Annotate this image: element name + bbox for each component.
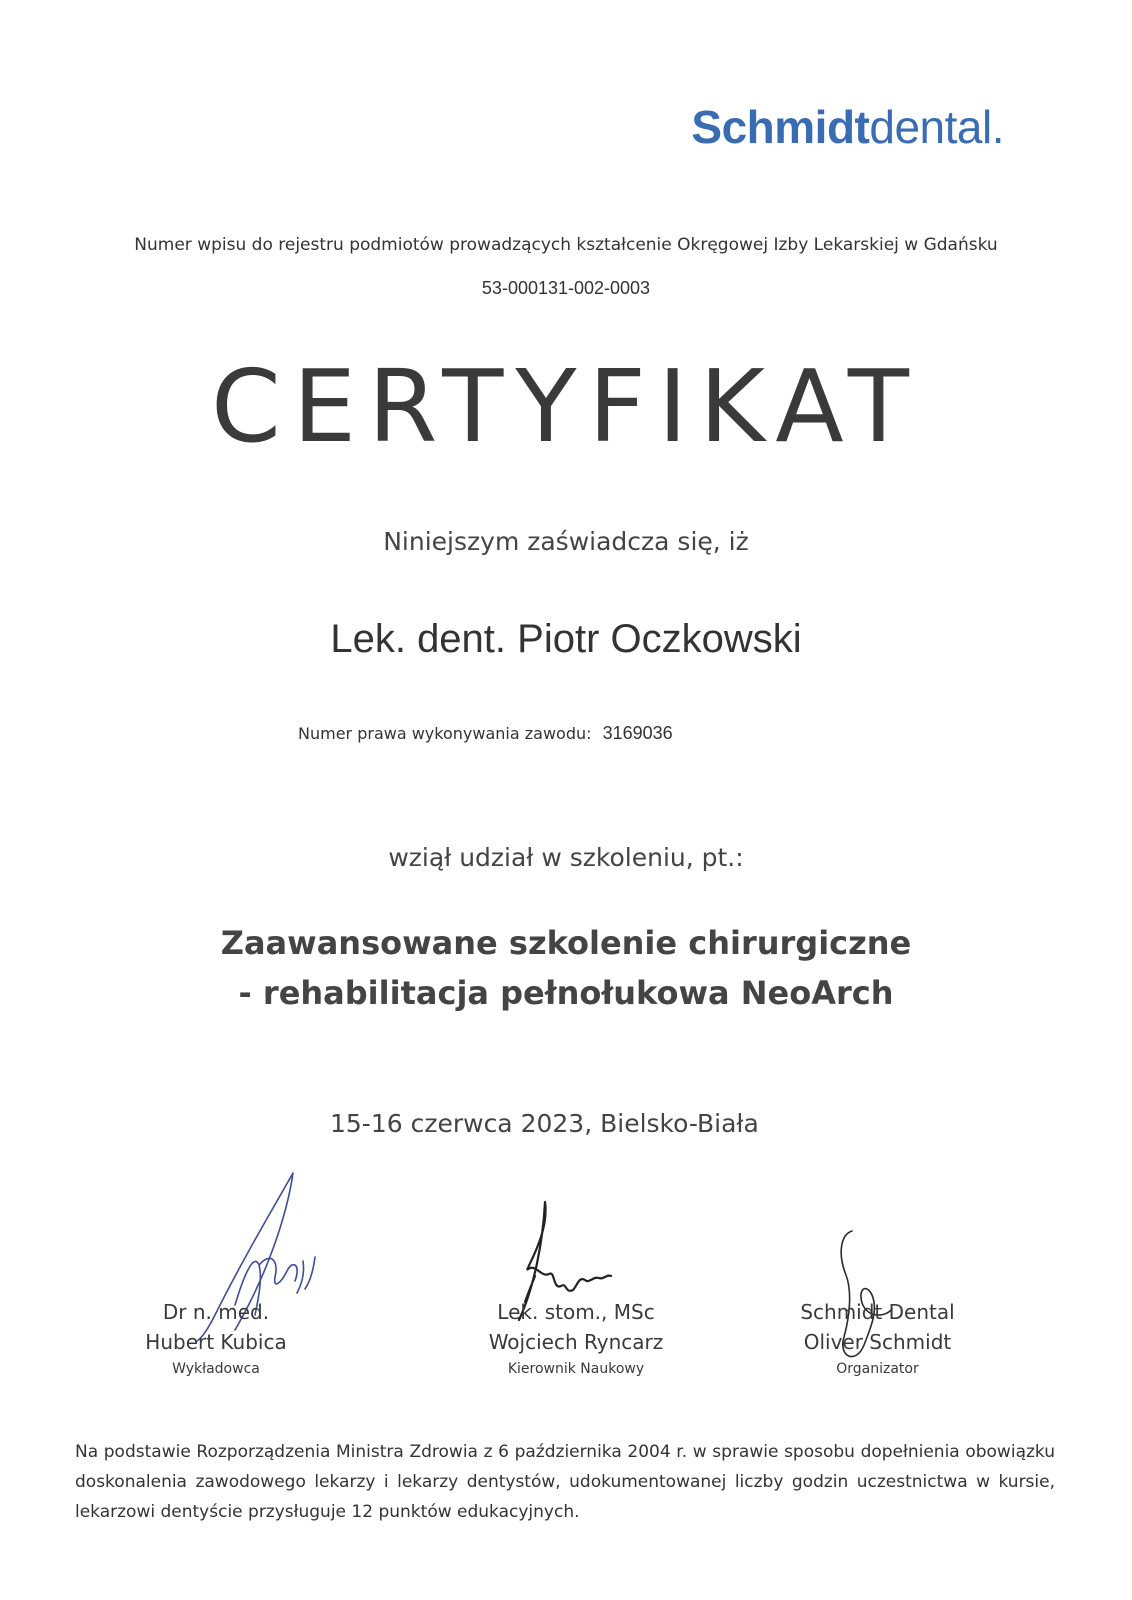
- signatory-lecturer: [136, 1297, 296, 1377]
- course-title-line2: - rehabilitacja pełnołukowa NeoArch: [238, 974, 894, 1012]
- signatory-organizer-role: Organizator: [836, 1361, 919, 1377]
- signatory-scientific-head: [476, 1297, 676, 1377]
- certificate-title: CERTYFIKAT: [211, 348, 921, 465]
- recipient-name: Lek. dent. Piotr Oczkowski: [330, 617, 802, 661]
- signatory-scientific-head-name: Wojciech Ryncarz: [488, 1330, 664, 1354]
- licence-number-row: [298, 723, 673, 744]
- signatory-organizer-company: Schmidt Dental: [800, 1300, 955, 1324]
- signatory-lecturer-title: Dr n. med.: [162, 1300, 270, 1324]
- signatory-lecturer-role: Wykładowca: [172, 1361, 260, 1377]
- footer-points: 12: [351, 1502, 374, 1522]
- took-part-text: wziął udział w szkoleniu, pt.:: [388, 843, 744, 872]
- signatory-scientific-head-role: Kierownik Naukowy: [507, 1361, 645, 1377]
- footer-text-end: punktów edukacyjnych.: [378, 1502, 580, 1522]
- course-title: [0, 918, 1132, 1018]
- signatory-organizer: [790, 1297, 965, 1377]
- schmidtdental-logo: [691, 101, 1004, 153]
- date-place: 15-16 czerwca 2023, Bielsko-Biała: [330, 1109, 759, 1138]
- course-title-line1: Zaawansowane szkolenie chirurgiczne: [220, 924, 912, 962]
- licence-label: Numer prawa wykonywania zawodu:: [298, 724, 592, 743]
- licence-number: 3169036: [602, 723, 673, 743]
- signatory-lecturer-name: Hubert Kubica: [145, 1330, 287, 1354]
- logo-light-part: dental.: [869, 101, 1004, 153]
- signatory-scientific-head-title: Lek. stom., MSc: [497, 1300, 655, 1324]
- registry-number: 53-000131-002-0003: [481, 278, 651, 298]
- footer-text: Na podstawie Rozporządzenia Ministra Zdrowia z 6 października 2004 r. w sprawie sposobu dopełnienia obowiązku doskonalenia zawodowego lekarzy i lekarzy dentystów, udokumentowanej liczby godzin uczestnictwa w kursie, lekarzowi dentyście przysługuje: [75, 1442, 1055, 1522]
- registry-text: Numer wpisu do rejestru podmiotów prowadzących kształcenie Okręgowej Izby Lekarskiej w Gdańsku: [134, 235, 998, 255]
- signatory-organizer-name: Oliver Schmidt: [803, 1330, 952, 1354]
- logo-bold-part: Schmidt: [691, 101, 870, 153]
- certifies-text: Niniejszym zaświadcza się, iż: [383, 527, 749, 556]
- footer-legal-note: [75, 1437, 1055, 1527]
